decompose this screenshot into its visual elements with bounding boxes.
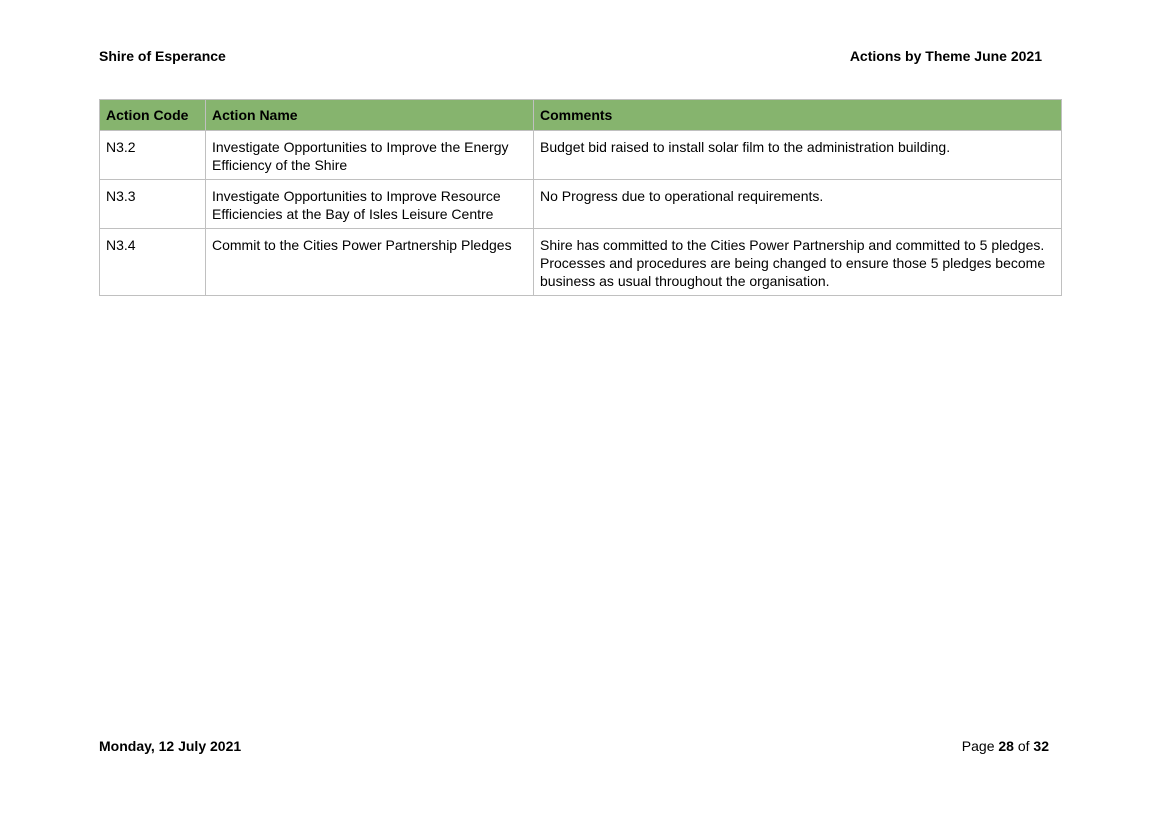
action-name-cell: Commit to the Cities Power Partnership Pledges [206, 229, 534, 296]
actions-table [99, 99, 1062, 296]
column-header-action-code: Action Code [100, 100, 206, 131]
page-of: of [1017, 738, 1030, 754]
comment-cell: Shire has committed to the Cities Power Partnership and committed to 5 pledges. Processes and procedures are being changed to ensure those 5 pledges become business as usual throughout the organisation. [534, 229, 1062, 296]
column-header-action-name: Action Name [206, 100, 534, 131]
page-total: 32 [1033, 738, 1049, 754]
action-name-cell: Investigate Opportunities to Improve the Energy Efficiency of the Shire [206, 131, 534, 180]
report-title: Actions by Theme June 2021 [849, 48, 1042, 64]
column-header-comments: Comments [534, 100, 1062, 131]
page-number [962, 738, 1049, 754]
action-code-cell: N3.4 [100, 229, 206, 296]
organisation-name: Shire of Esperance [99, 48, 226, 64]
page-word: Page [961, 738, 995, 754]
comment-cell: No Progress due to operational requirements. [534, 180, 1062, 229]
table-row [100, 131, 1062, 180]
table-header-row [100, 100, 1062, 131]
table-row [100, 229, 1062, 296]
action-name-cell: Investigate Opportunities to Improve Resource Efficiencies at the Bay of Isles Leisure Centre [206, 180, 534, 229]
action-code-cell: N3.2 [100, 131, 206, 180]
table-row [100, 180, 1062, 229]
comment-cell: Budget bid raised to install solar film to the administration building. [534, 131, 1062, 180]
action-code-cell: N3.3 [100, 180, 206, 229]
footer-date: Monday, 12 July 2021 [99, 738, 242, 754]
page-current: 28 [998, 738, 1014, 754]
